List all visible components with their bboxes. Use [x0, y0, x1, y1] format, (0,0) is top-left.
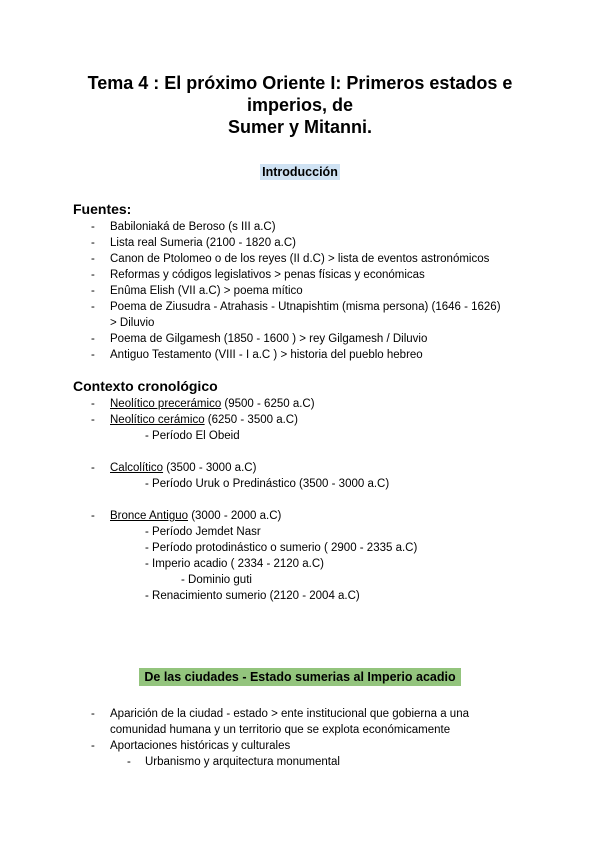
list-item: - Lista real Sumeria (2100 - 1820 a.C) — [91, 237, 297, 249]
title-line-2: imperios, de — [246, 95, 354, 115]
list-item: - Neolítico cerámico (6250 - 3500 a.C) — [91, 414, 298, 426]
list-item: - Aportaciones históricas y culturales — [91, 740, 291, 752]
fuentes-heading: Fuentes: — [73, 201, 132, 217]
calcolitico-link: Calcolítico — [110, 462, 164, 474]
neolitico-ceramico-link: Neolítico cerámico — [110, 414, 205, 426]
bronce-antiguo-link: Bronce Antiguo — [110, 510, 189, 522]
sub-item: - Renacimiento sumerio (2120 - 2004 a.C) — [145, 590, 360, 602]
section2-heading — [0, 668, 600, 686]
list-item: - Neolítico precerámico (9500 - 6250 a.C) — [91, 398, 315, 410]
title-line-3: Sumer y Mitanni. — [227, 117, 373, 137]
title-line-1: Tema 4 : El próximo Oriente I: Primeros estados e — [87, 73, 513, 93]
contexto-heading: Contexto cronológico — [73, 378, 218, 394]
neolitico-precer-link: Neolítico precerámico — [110, 398, 222, 410]
section2-heading-text: De las ciudades - Estado sumerias al Imperio acadio — [139, 668, 460, 686]
intro-heading — [0, 163, 600, 181]
list-item: - Aparición de la ciudad - estado > ente institucional que gobierna a una — [91, 708, 469, 720]
sub-item: - Imperio acadio ( 2334 - 2120 a.C) — [145, 558, 324, 570]
list-item-continuation: > Diluvio — [110, 317, 155, 329]
section2-list — [0, 706, 600, 770]
sub-item: - Período Uruk o Predinástico (3500 - 3000 a.C) — [145, 478, 390, 490]
sub-item: - Período protodinástico o sumerio ( 2900 - 2335 a.C) — [145, 542, 418, 554]
sub-item: - Período Jemdet Nasr — [145, 526, 261, 538]
list-item: - Enûma Elish (VII a.C) > poema mítico — [91, 285, 303, 297]
list-item: - Bronce Antiguo (3000 - 2000 a.C) — [91, 510, 282, 522]
list-item: - Canon de Ptolomeo o de los reyes (II d.C) > lista de eventos astronómicos — [91, 253, 490, 265]
fuentes-list — [0, 219, 600, 363]
list-item: - Poema de Ziusudra - Atrahasis - Utnapishtim (misma persona) (1646 - 1626) — [91, 301, 501, 313]
intro-heading-text: Introducción — [262, 165, 338, 179]
sub-sub-item: - Dominio guti — [181, 574, 252, 586]
document-title — [40, 72, 560, 138]
list-item: - Babiloniaká de Beroso (s III a.C) — [91, 221, 276, 233]
contexto-list — [0, 396, 600, 604]
sub-list-item: - Urbanismo y arquitectura monumental — [127, 756, 340, 768]
sub-item: - Período El Obeid — [145, 430, 240, 442]
list-item: - Reformas y códigos legislativos > penas físicas y económicas — [91, 269, 425, 281]
list-item-continuation: comunidad humana y un territorio que se explota económicamente — [110, 724, 451, 736]
list-item: - Calcolítico (3500 - 3000 a.C) — [91, 462, 257, 474]
list-item: - Antiguo Testamento (VIII - I a.C ) > historia del pueblo hebreo — [91, 349, 423, 361]
list-item: - Poema de Gilgamesh (1850 - 1600 ) > rey Gilgamesh / Diluvio — [91, 333, 428, 345]
